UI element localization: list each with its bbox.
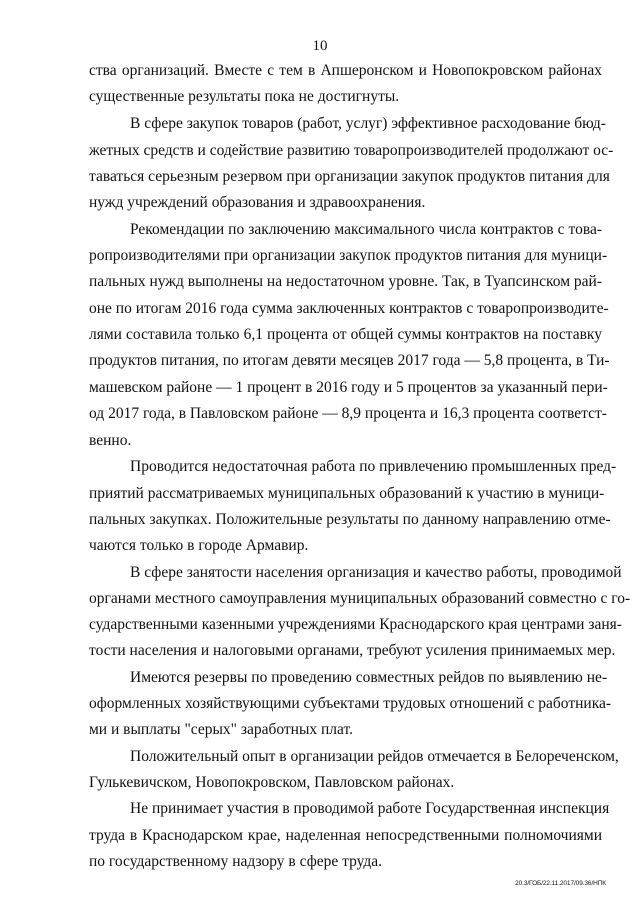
- text-line: лями составила только 6,1 процента от общей суммы контрактов на поставку: [89, 326, 602, 343]
- text-line: оне по итогам 2016 года сумма заключенных контрактов с товаропроизводите-: [89, 300, 609, 317]
- text-line: тости населения и налоговыми органами, требуют усиления принимаемых мер.: [89, 642, 616, 659]
- text-line: оформленных хозяйствующими субъектами трудовых отношений с работника-: [89, 695, 612, 712]
- text-line: Не принимает участия в проводимой работе Государственная инспекция: [130, 800, 610, 817]
- text-line: чаются только в городе Армавир.: [89, 537, 309, 554]
- text-line: Гулькевичском, Новопокровском, Павловском районах.: [89, 774, 455, 791]
- text-line: ропроизводителями при организации закупок продуктов питания для муници-: [89, 247, 608, 264]
- text-line: органами местного самоуправления муниципальных образований совместно с го-: [89, 590, 631, 607]
- text-line: пальных закупках. Положительные результаты по данному направлению отме-: [89, 511, 611, 528]
- text-line: таваться серьезным резервом при организации закупок продуктов питания для: [89, 168, 610, 185]
- text-line: нужд учреждений образования и здравоохранения.: [89, 194, 426, 211]
- text-line: приятий рассматриваемых муниципальных образований к участию в муници-: [89, 485, 605, 502]
- text-line: Положительный опыт в организации рейдов отмечается в Белореченском,: [130, 748, 619, 765]
- text-line: Имеются резервы по проведению совместных рейдов по выявлению не-: [130, 669, 608, 686]
- text-line: од 2017 года, в Павловском районе — 8,9 процента и 16,3 процента соответст-: [89, 405, 607, 422]
- text-line: машевском районе — 1 процент в 2016 году и 5 процентов за указанный пери-: [89, 379, 608, 396]
- text-line: по государственному надзору в сфере труда.: [89, 853, 383, 870]
- text-line: Рекомендации по заключению максимального числа контрактов с това-: [130, 221, 602, 238]
- text-line: пальных нужд выполнены на недостаточном уровне. Так, в Туапсинском рай-: [89, 273, 602, 290]
- text-line: существенные результаты пока не достигнуты.: [89, 88, 400, 105]
- text-line: В сфере закупок товаров (работ, услуг) эффективное расходование бюд-: [130, 115, 606, 132]
- text-line: венно.: [89, 432, 132, 449]
- text-line: жетных средств и содействие развитию товаропроизводителей продолжают ос-: [89, 142, 614, 159]
- text-line: ства организаций. Вместе с тем в Апшеронском и Новопокровском районах: [89, 62, 602, 79]
- page-number: 10: [312, 38, 328, 54]
- text-line: продуктов питания, по итогам девяти месяцев 2017 года — 5,8 процента, в Ти-: [89, 352, 610, 369]
- document-code-footer: 20.3/ГОБ/22.11.2017/09.36/НПК: [515, 880, 606, 887]
- text-line: В сфере занятости населения организация и качество работы, проводимой: [130, 564, 622, 581]
- text-line: сударственными казенными учреждениями Краснодарского края центрами заня-: [89, 616, 622, 633]
- text-line: Проводится недостаточная работа по привлечению промышленных пред-: [130, 458, 617, 475]
- text-line: труда в Краснодарском крае, наделенная непосредственными полномочиями: [89, 827, 602, 844]
- text-line: ми и выплаты "серых" заработных плат.: [89, 721, 354, 738]
